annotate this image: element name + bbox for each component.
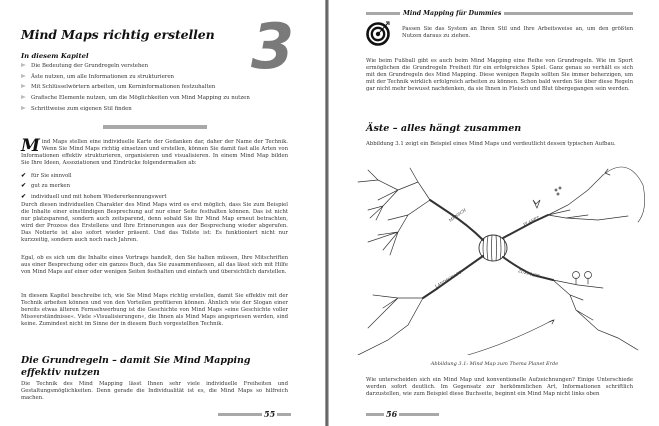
section-title: Die Grundregeln – damit Sie Mind Mapping effektiv nutzen	[21, 355, 251, 378]
chapter-number: 3	[251, 10, 295, 83]
body-paragraph: Die Technik des Mind Mapping lässt Ihnen sehr viele individuelle Freiheiten und Gestaltungsmöglichkeiten. Denn gerade die Individualität ist es, die Mind Maps so hilfreich machen.	[21, 381, 288, 401]
running-head-bar	[504, 12, 633, 15]
section-title: Äste – alles hängt zusammen	[366, 123, 522, 134]
folio-bar	[218, 413, 262, 416]
triangle-bullet-icon	[21, 63, 26, 67]
list-item: Mit Schlüsselwörtern arbeiten, um Kerninformationen festzuhalten	[21, 82, 250, 93]
branch-label: ZUKUNFT	[517, 268, 540, 279]
drop-cap: M	[21, 136, 40, 156]
checkmark-icon: ✔	[21, 172, 27, 179]
checklist	[21, 171, 167, 202]
body-paragraph: Egal, ob es sich um die Inhalte eines Vortrags handelt, den Sie halten müssen, Ihre Mitschriften aus einer Besprechung oder ein ganzes Buch, das Sie zusammenfassen, all das lässt sich mit Hilfe von Mind Maps auf einer oder wenigen Seiten festhalten und einfach und übersichtlich darstellen.	[21, 255, 288, 275]
folio-bar	[366, 413, 384, 416]
triangle-bullet-icon	[21, 84, 26, 88]
branch-mensch	[430, 200, 483, 240]
checkmark-icon: ✔	[21, 192, 27, 200]
in-this-chapter-heading: In diesem Kapitel	[21, 52, 89, 60]
page-number: 55	[264, 409, 276, 419]
left-page	[0, 0, 326, 426]
mind-map-figure	[338, 160, 653, 355]
triangle-bullet-icon	[21, 106, 26, 110]
chapter-title: Mind Maps richtig erstellen	[21, 27, 215, 42]
checkmark-icon: ✔	[21, 182, 27, 190]
triangle-bullet-icon	[21, 74, 26, 78]
in-this-chapter-list	[21, 61, 250, 115]
right-page	[330, 0, 659, 426]
body-paragraph: In diesem Kapitel beschreibe ich, wie Sie Mind Maps richtig erstellen, damit Sie effektiv mit der Technik arbeiten können und von den Vorteilen profitieren können. Ähnlich wie der Slogan einer bereits etwas älteren Fernsehwerbung ist die Geschichte von Mind Maps »eine Geschichte voller Missverständnisse«. Viele »Visualisierungen«, die Ihnen als Mind Maps angepriesen werden, sind keine. Zumindest nicht im Sinne der in diesem Buch vorgestellten Technik.	[21, 293, 288, 327]
branch-label: LANDSCHAFT	[434, 269, 463, 289]
book-gutter	[325, 0, 329, 426]
checklist-item: ✔ gut zu merken	[21, 181, 167, 191]
branch-planet	[503, 215, 548, 238]
checklist-item: ✔ für Sie sinnvoll	[21, 171, 167, 181]
intro-paragraph: Mind Maps stellen eine individuelle Karte der Gedanken dar, daher der Name der Technik. Wenn Sie Mind Maps richtig einsetzen und erstellen, können Sie damit fast alle Arten von Informationen effektiv strukturieren, organisieren und visualisieren. In einem Mind Map bilden Sie Ihre Ideen, Assoziationen und Eindrücke folgendermaßen ab:	[21, 136, 288, 166]
folio-bar	[277, 413, 291, 416]
folio-bar	[399, 413, 439, 416]
checklist-item: ✔ individuell und mit hohem Wiedererkennungswert	[21, 192, 167, 202]
page-folio	[366, 409, 439, 419]
running-head-title: Mind Mapping für Dummies	[403, 10, 502, 17]
list-item: Grafische Elemente nutzen, um die Möglichkeiten von Mind Mapping zu nutzen	[21, 93, 250, 104]
triangle-bullet-icon	[21, 95, 26, 99]
branch-zukunft	[503, 257, 553, 280]
body-paragraph: Abbildung 3.1 zeigt ein Beispiel eines Mind Maps und verdeutlicht dessen typischen Aufbau.	[366, 141, 616, 147]
branch-label: MENSCH	[447, 207, 467, 223]
branch-label: PLANET	[522, 215, 541, 227]
running-head-bar	[366, 12, 400, 15]
page-folio	[218, 409, 291, 419]
body-paragraph: Wie unterscheiden sich ein Mind Map und konventionelle Aufzeichnungen? Einige Unterschiede werden sofort deutlich. Im Gegensatz zur herkömmlichen Art, Informationen schriftlich darzustellen, wie zum Beispiel diese Buchseite, beginnt ein Mind Map nicht links oben	[366, 377, 633, 397]
page-number: 56	[386, 409, 398, 419]
figure-caption: Abbildung 3.1: Mind Map zum Thema Planet Erde	[430, 361, 559, 367]
body-paragraph: Wie beim Fußball gibt es auch beim Mind Mapping eine Reihe von Grundregeln. Wie im Sport ermöglichen die Grundregeln Freiheit für ein erfolgreiches Spiel. Ganz genau so verhält es sich mit den Grundregeln des Mind Mapping. Diese wenigen Regeln sollten Sie immer beherzigen, um mit der Technik wirklich erfolgreich arbeiten zu können. Schon bald werden Sie über diese Regeln gar nicht mehr bewusst nachdenken, da sie Ihnen in Fleisch und Blut übergegangen sein werden.	[366, 58, 633, 92]
running-head	[366, 10, 633, 17]
separator-bar	[103, 125, 207, 129]
body-paragraph: Durch diesen individuellen Charakter des Mind Maps wird es erst möglich, dass Sie zum Beispiel die Inhalte einer einstündigen Besprechung auf nur einer Seite festhalten können. Das ist nicht nur platzsparend, sondern auch zeitsparend, denn sobald Sie Ihr Mind Map erneut betrachten, wird der Prozess des Erstellens und Ihre Erinnerungen aus der Besprechung wieder abgerufen. Das Notierte ist also sofort wieder präsent. Und das Tollste ist: Es funktioniert nicht nur kurzzeitig, sondern auch noch nach Jahren.	[21, 202, 288, 243]
tip-text: Passen Sie das System an Ihren Stil und Ihre Arbeitsweise an, um den größten Nutzen daraus zu ziehen.	[402, 26, 633, 39]
target-icon	[366, 19, 393, 46]
list-item: Die Bedeutung der Grundregeln verstehen	[21, 61, 250, 72]
list-item: Schrittweise zum eigenen Stil finden	[21, 104, 250, 115]
list-item: Äste nutzen, um alle Informationen zu strukturieren	[21, 72, 250, 83]
